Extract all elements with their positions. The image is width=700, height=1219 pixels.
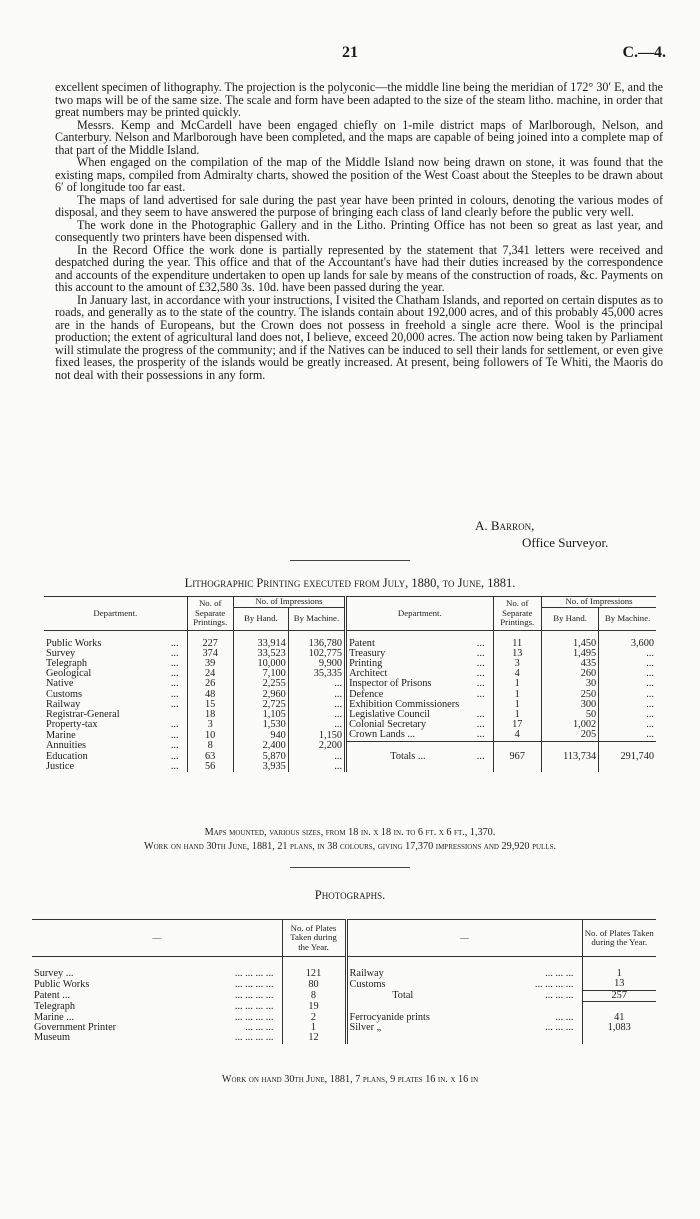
department-name: Property-tax: [46, 719, 98, 731]
leader-dots: ...: [163, 730, 187, 741]
by-hand-count: 300: [541, 700, 598, 710]
report-text: [55, 81, 663, 381]
by-machine-count: ...: [646, 668, 654, 680]
col-header-by-hand: By Hand.: [233, 607, 288, 630]
leader-dots: ... ... ... ...: [458, 979, 582, 990]
col-header-blank: —: [32, 920, 282, 957]
plates-count: 121: [282, 957, 346, 980]
page-number: 21: [342, 44, 358, 61]
department-name: Architect: [349, 668, 388, 680]
leader-dots: ...: [163, 649, 187, 659]
by-hand-count: 10,000: [233, 659, 288, 669]
by-machine-count: 136,780: [288, 630, 345, 649]
by-hand-count: 5,870: [233, 752, 288, 762]
separate-printings: 1: [493, 710, 541, 720]
leader-dots: ...: [163, 700, 187, 710]
section-divider: [290, 560, 410, 561]
page-header: [0, 44, 700, 64]
by-machine-count: 2,200: [288, 741, 345, 752]
col-header-plates: No. of Plates Taken during the Year.: [582, 920, 656, 957]
by-hand-count: 30: [541, 679, 598, 689]
by-machine-count: ...: [646, 678, 654, 690]
plates-count: 41: [614, 1011, 625, 1023]
col-header-department: Department.: [346, 597, 493, 631]
leader-dots: ...: [469, 752, 493, 762]
department-name: Patent: [349, 637, 375, 649]
department-name: Printing: [349, 657, 383, 669]
table-row: [32, 1002, 656, 1013]
leader-dots: ...: [163, 669, 187, 679]
plates-count: 12: [282, 1033, 346, 1043]
by-machine-count: ...: [288, 752, 345, 762]
by-machine-count: ...: [646, 657, 654, 669]
separate-printings: 18: [187, 710, 233, 720]
separate-printings: 3: [187, 720, 233, 730]
separate-printings: 15: [187, 700, 233, 710]
by-machine-count: ...: [288, 700, 345, 710]
col-header-blank: —: [346, 920, 582, 957]
department-name: Geological: [46, 668, 92, 680]
empty-cell: [469, 762, 493, 772]
category-name: Public Works: [34, 978, 90, 990]
col-header-department: Department.: [44, 597, 187, 631]
leader-dots: ... ... ... ...: [124, 1013, 282, 1023]
total-separate: 967: [493, 752, 541, 762]
leader-dots: ...: [163, 690, 187, 700]
table-row: [44, 679, 656, 689]
table-row: [32, 979, 656, 990]
separate-printings: 374: [187, 649, 233, 659]
by-hand-count: 205: [541, 730, 598, 741]
photographs-title: Photographs.: [314, 888, 386, 902]
table-row: [32, 990, 656, 1001]
by-machine-count: ...: [646, 708, 654, 720]
plates-count: 1: [616, 968, 622, 979]
by-machine-count: 1,150: [288, 730, 345, 741]
plates-count: 1: [282, 1023, 346, 1033]
leader-dots: ...: [163, 741, 187, 752]
separate-printings: 13: [493, 649, 541, 659]
department-name: Legislative Council: [349, 708, 430, 720]
department-name: Defence: [349, 688, 384, 700]
table-row: [44, 730, 656, 741]
department-name: Education: [46, 750, 88, 762]
empty-cell: [346, 1033, 458, 1043]
leader-dots: ...: [469, 649, 493, 659]
by-hand-count: 435: [541, 659, 598, 669]
by-hand-count: 1,105: [233, 710, 288, 720]
leader-dots: ... ... ...: [124, 1023, 282, 1033]
leader-dots: ... ... ... ...: [124, 1002, 282, 1013]
leader-dots: ... ... ... ...: [124, 957, 282, 980]
by-hand-count: 2,255: [233, 679, 288, 689]
department-name: Customs: [46, 688, 83, 700]
col-header-impressions: No. of Impressions: [233, 597, 345, 608]
paragraph: The work done in the Photographic Gallery and in the Litho. Printing Office has not been so great as last year, and consequently two printers have been dispensed with.: [55, 217, 663, 244]
paragraph: The maps of land advertised for sale during the past year have been printed in colours, denoting the various modes of disposal, and they seem to have answered the purpose of bringing each class of land clearly before the public very well.: [55, 192, 663, 219]
by-hand-count: 260: [541, 669, 598, 679]
plates-count: 13: [582, 979, 656, 990]
leader-dots: ...: [163, 630, 187, 649]
by-hand-count: 33,523: [233, 649, 288, 659]
by-hand-count: 7,100: [233, 669, 288, 679]
separate-printings: 4: [493, 669, 541, 679]
separate-printings: 4: [493, 730, 541, 741]
leader-dots: [458, 1002, 582, 1013]
separate-printings: 17: [493, 720, 541, 730]
col-header-separate: No. of Separate Printings.: [187, 597, 233, 631]
leader-dots: ... ...: [458, 1013, 582, 1023]
category-name: Museum: [34, 1032, 71, 1044]
maps-mounted-note: Maps mounted, various sizes, from 18 in. x 18 in. to 6 ft. x 6 ft., 1,370.: [204, 827, 496, 838]
by-hand-count: 3,935: [233, 762, 288, 772]
department-name: Crown Lands ...: [346, 730, 469, 741]
plates-count: 2: [282, 1013, 346, 1023]
col-header-by-machine: By Machine.: [288, 607, 345, 630]
empty-cell: [458, 1033, 582, 1043]
table-row: [32, 957, 656, 980]
work-on-hand-note: Work on hand 30th June, 1881, 21 plans, in 38 colours, giving 17,370 impressions and 29,920 pulls.: [143, 841, 557, 852]
department-name: Inspector of Prisons: [349, 678, 432, 690]
by-machine-count: ...: [646, 719, 654, 731]
by-machine-count: ...: [288, 720, 345, 730]
separate-printings: 26: [187, 679, 233, 689]
table-row: [44, 630, 656, 649]
by-machine-count: ...: [646, 647, 654, 659]
separate-printings: 1: [493, 690, 541, 700]
leader-dots: ...: [163, 679, 187, 689]
separate-printings: 56: [187, 762, 233, 772]
leader-dots: ... ... ...: [458, 957, 582, 980]
signature-block: [475, 517, 608, 551]
leader-dots: ... ... ...: [458, 1023, 582, 1033]
department-name: Native: [46, 678, 74, 690]
category-name: Railway: [349, 968, 384, 979]
section-divider: [290, 867, 410, 868]
plates-count: [582, 1002, 656, 1013]
department-name: Marine: [46, 729, 76, 741]
leader-dots: ...: [163, 762, 187, 772]
leader-dots: ...: [469, 669, 493, 679]
category-name: Silver „: [349, 1022, 382, 1034]
leader-dots: ...: [469, 630, 493, 649]
by-hand-count: 1,002: [541, 720, 598, 730]
category-name: Government Printer: [34, 1022, 117, 1034]
table-row: [32, 1023, 656, 1033]
by-machine-count: 35,335: [288, 669, 345, 679]
table-row: [44, 762, 656, 772]
category-name: Ferrocyanide prints: [349, 1011, 430, 1023]
by-machine-count: ...: [288, 710, 345, 720]
plates-count: 1,083: [607, 1022, 631, 1034]
by-hand-count: 50: [541, 710, 598, 720]
category-name: Marine ...: [34, 1011, 75, 1023]
empty-cell: [582, 1033, 656, 1043]
separate-printings: 1: [493, 700, 541, 710]
department-name: Treasury: [349, 647, 386, 659]
photo-work-on-hand-note: Work on hand 30th June, 1881, 7 plans, 9 plates 16 in. x 16 in: [221, 1074, 479, 1085]
category-name: Patent ...: [34, 989, 71, 1001]
total-label: Total: [392, 989, 414, 1001]
separate-printings: 63: [187, 752, 233, 762]
separate-printings: 24: [187, 669, 233, 679]
by-machine-count: ...: [646, 688, 654, 700]
by-hand-count: 1,495: [541, 649, 598, 659]
by-hand-count: 1,450: [541, 630, 598, 649]
col-header-by-machine: By Machine.: [599, 607, 656, 630]
by-hand-count: 250: [541, 690, 598, 700]
leader-dots: ...: [469, 690, 493, 700]
by-machine-count: ...: [288, 679, 345, 689]
by-machine-count: ...: [288, 690, 345, 700]
totals-label: Totals ...: [390, 750, 426, 762]
paragraph: When engaged on the compilation of the map of the Middle Island now being drawn on stone, it was found that the existing maps, compiled from Admiralty charts, showed the position of the West Coast about the Steeples to be drawn about 6′ of longitude too far east.: [55, 155, 663, 194]
col-header-impressions: No. of Impressions: [541, 597, 656, 608]
col-header-plates: No. of Plates Taken during the Year.: [282, 920, 346, 957]
plates-count: 19: [282, 1002, 346, 1013]
empty-cell: [599, 762, 656, 772]
department-name: Registrar-General: [46, 708, 120, 720]
leader-dots: ...: [163, 720, 187, 730]
department-name: Survey: [46, 647, 76, 659]
leader-dots: ...: [469, 659, 493, 669]
by-hand-count: 1,530: [233, 720, 288, 730]
leader-dots: ... ... ... ...: [124, 979, 282, 990]
separate-printings: 227: [187, 630, 233, 649]
separate-printings: 8: [187, 741, 233, 752]
by-machine-count: 102,775: [288, 649, 345, 659]
separate-printings: 39: [187, 659, 233, 669]
category-name: Telegraph: [34, 1000, 76, 1012]
lithographic-printing-table: [44, 596, 656, 772]
paragraph: excellent specimen of lithography. The projection is the polyconic—the middle line being the meridian of 172° 30′ E, and the two maps will be of the same size. The scale and form have been adapted to the size of the steam litho. machine, in order that great numbers may be printed quickly.: [55, 80, 663, 119]
plates-count: 80: [282, 979, 346, 990]
department-name: Justice: [46, 760, 75, 772]
signatory-title: Office Surveyor.: [522, 535, 609, 550]
category-name: [346, 1002, 458, 1013]
leader-dots: ... ... ... ...: [124, 990, 282, 1001]
document-reference: C.—4.: [622, 44, 666, 61]
leader-dots: ...: [163, 659, 187, 669]
total-by-machine: 291,740: [620, 750, 654, 762]
leader-dots: ...: [469, 720, 493, 730]
by-machine-count: 9,900: [288, 659, 345, 669]
by-hand-count: 33,914: [233, 630, 288, 649]
category-name: Customs: [349, 978, 386, 990]
plates-count: 8: [282, 990, 346, 1001]
department-name: Telegraph: [46, 657, 88, 669]
photographs-table: [32, 919, 656, 1044]
empty-cell: [541, 762, 598, 772]
separate-printings: 3: [493, 659, 541, 669]
paragraph: In January last, in accordance with your instructions, I visited the Chatham Islands, and reported on certain disputes as to roads, and generally as to the state of the country. The islands contain about 192,000 acres, and of this probably 45,000 acres are in the hands of Europeans, but the Crown does not possess in freehold a single acre there. Wool is the principal production; the extent of agricultural land does not, I believe, exceed 20,000 acres. The action now being taken by Parliament will stimulate the progress of the community; and if the Natives can be induced to sell their lands for settlement, or even give fixed leases, the prosperity of the islands would be greatly increased. At present, being followers of Te Whiti, the Maoris do not deal with their possessions in any form.: [55, 292, 663, 382]
leader-dots: ...: [469, 730, 493, 741]
by-machine-count: ...: [288, 762, 345, 772]
separate-printings: 11: [493, 630, 541, 649]
by-hand-count: 2,725: [233, 700, 288, 710]
by-machine-count: 3,600: [630, 637, 654, 649]
by-machine-count: ...: [646, 698, 654, 710]
leader-dots: ... ... ...: [458, 990, 582, 1001]
separate-printings: 1: [493, 679, 541, 689]
litho-table-title: Lithographic Printing executed from July, 1880, to June, 1881.: [184, 576, 516, 590]
leader-dots: ...: [469, 679, 493, 689]
department-name: Exhibition Commissioners: [349, 698, 460, 710]
col-header-by-hand: By Hand.: [541, 607, 598, 630]
department-name: Public Works: [46, 637, 102, 649]
signatory-name: A. Barron,: [475, 518, 535, 533]
separate-printings: 10: [187, 730, 233, 741]
category-name: Survey ...: [34, 968, 74, 979]
by-hand-count: 2,960: [233, 690, 288, 700]
paragraph: Messrs. Kemp and McCardell have been engaged chiefly on 1-mile district maps of Marlborough, Nelson, and Canterbury. Nelson and Marlborough have been completed, and the maps are capable of being joined into a complete map of that part of the Middle Island.: [55, 117, 663, 157]
department-name: Railway: [46, 698, 81, 710]
by-hand-count: 940: [233, 730, 288, 741]
separate-printings: 48: [187, 690, 233, 700]
paragraph: In the Record Office the work done is partially represented by the statement that 7,341 letters were received and despatched during the year. This office and that of the Accountant's have had their duties increased by the correspondence and accounts of the expenditure undertaken to open up lands for sale by means of the construction of roads, &c. Payments on this account to the amount of £32,580 3s. 10d. have been passed during the year.: [55, 242, 663, 294]
leader-dots: ...: [469, 710, 493, 720]
empty-cell: [493, 762, 541, 772]
leader-dots: ...: [163, 752, 187, 762]
total-plates: 257: [582, 990, 656, 1001]
by-hand-count: 2,400: [233, 741, 288, 752]
department-name: Colonial Secretary: [349, 719, 426, 731]
col-header-separate: No. of Separate Printings.: [493, 597, 541, 631]
department-name: Annuities: [46, 740, 87, 752]
empty-cell: [346, 762, 469, 772]
leader-dots: ... ... ... ...: [124, 1033, 282, 1043]
table-row: [44, 752, 656, 762]
table-row: [32, 1033, 656, 1043]
total-by-hand: 113,734: [541, 752, 598, 762]
by-machine-count: ...: [599, 730, 656, 741]
